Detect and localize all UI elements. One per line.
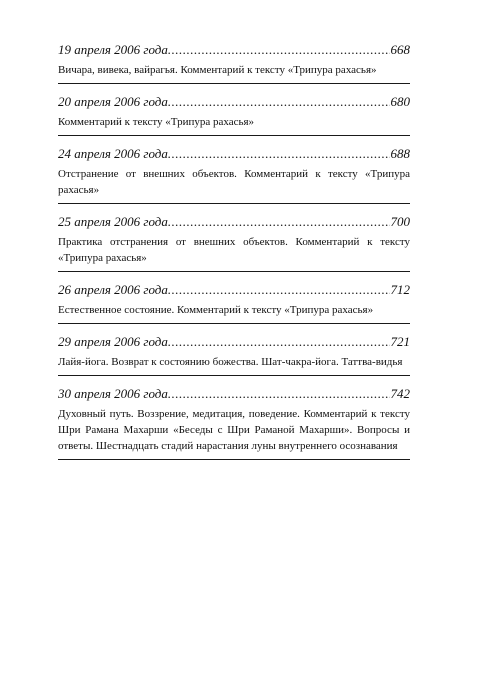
- dot-leader: [168, 281, 390, 299]
- toc-entry-page-number: 712: [390, 282, 410, 297]
- toc-entry-description: Комментарий к тексту «Трипура рахасья»: [58, 116, 255, 128]
- toc-entry-date: 25 апреля 2006 года: [58, 214, 168, 229]
- toc-entry-date: 26 апреля 2006 года: [58, 282, 168, 297]
- toc-entry-description: Духовный путь. Воззрение, медитация, поведение. Комментарий к тексту Шри Рамана Махарши «Беседы с Шри Раманой Махарши». Вопросы и ответы. Шестнадцать стадий нарастания луны внутреннего осознавания: [58, 408, 410, 452]
- toc-entry-header: [58, 385, 410, 403]
- toc-entry-page-number: 680: [390, 94, 410, 109]
- toc-entry: [58, 145, 410, 204]
- table-of-contents: [58, 41, 410, 469]
- toc-entry-description: Лайя-йога. Возврат к состоянию божества. Шат-чакра-йога. Таттва-видья: [58, 356, 403, 368]
- toc-entry: [58, 41, 410, 84]
- toc-entry-page-number: 688: [390, 146, 410, 161]
- toc-entry-header: [58, 213, 410, 231]
- toc-entry-description: Отстранение от внешних объектов. Комментарий к тексту «Трипура рахасья»: [58, 168, 410, 196]
- toc-entry-date: 29 апреля 2006 года: [58, 334, 168, 349]
- toc-entry-page-number: 742: [390, 386, 410, 401]
- toc-entry-header: [58, 281, 410, 299]
- toc-entry: [58, 281, 410, 324]
- toc-entry-page-number: 721: [390, 334, 410, 349]
- toc-entry-date: 19 апреля 2006 года: [58, 42, 168, 57]
- toc-entry-description: Естественное состояние. Комментарий к тексту «Трипура рахасья»: [58, 304, 374, 316]
- toc-entry: [58, 93, 410, 136]
- dot-leader: [168, 93, 390, 111]
- toc-entry-page-number: 700: [390, 214, 410, 229]
- dot-leader: [168, 213, 390, 231]
- toc-entry-header: [58, 41, 410, 59]
- toc-entry-page-number: 668: [390, 42, 410, 57]
- dot-leader: [168, 385, 390, 403]
- toc-entry: [58, 213, 410, 272]
- toc-entry-description: Практика отстранения от внешних объектов. Комментарий к тексту «Трипура рахасья»: [58, 236, 410, 264]
- toc-entry: [58, 385, 410, 460]
- toc-entry-description: Вичара, вивека, вайрагья. Комментарий к тексту «Трипура рахасья»: [58, 64, 377, 76]
- toc-entry-header: [58, 93, 410, 111]
- dot-leader: [168, 145, 390, 163]
- toc-entry-header: [58, 333, 410, 351]
- toc-entry-date: 30 апреля 2006 года: [58, 386, 168, 401]
- toc-entry-date: 20 апреля 2006 года: [58, 94, 168, 109]
- toc-entry-header: [58, 145, 410, 163]
- toc-entry-date: 24 апреля 2006 года: [58, 146, 168, 161]
- dot-leader: [168, 41, 390, 59]
- toc-entry: [58, 333, 410, 376]
- dot-leader: [168, 333, 390, 351]
